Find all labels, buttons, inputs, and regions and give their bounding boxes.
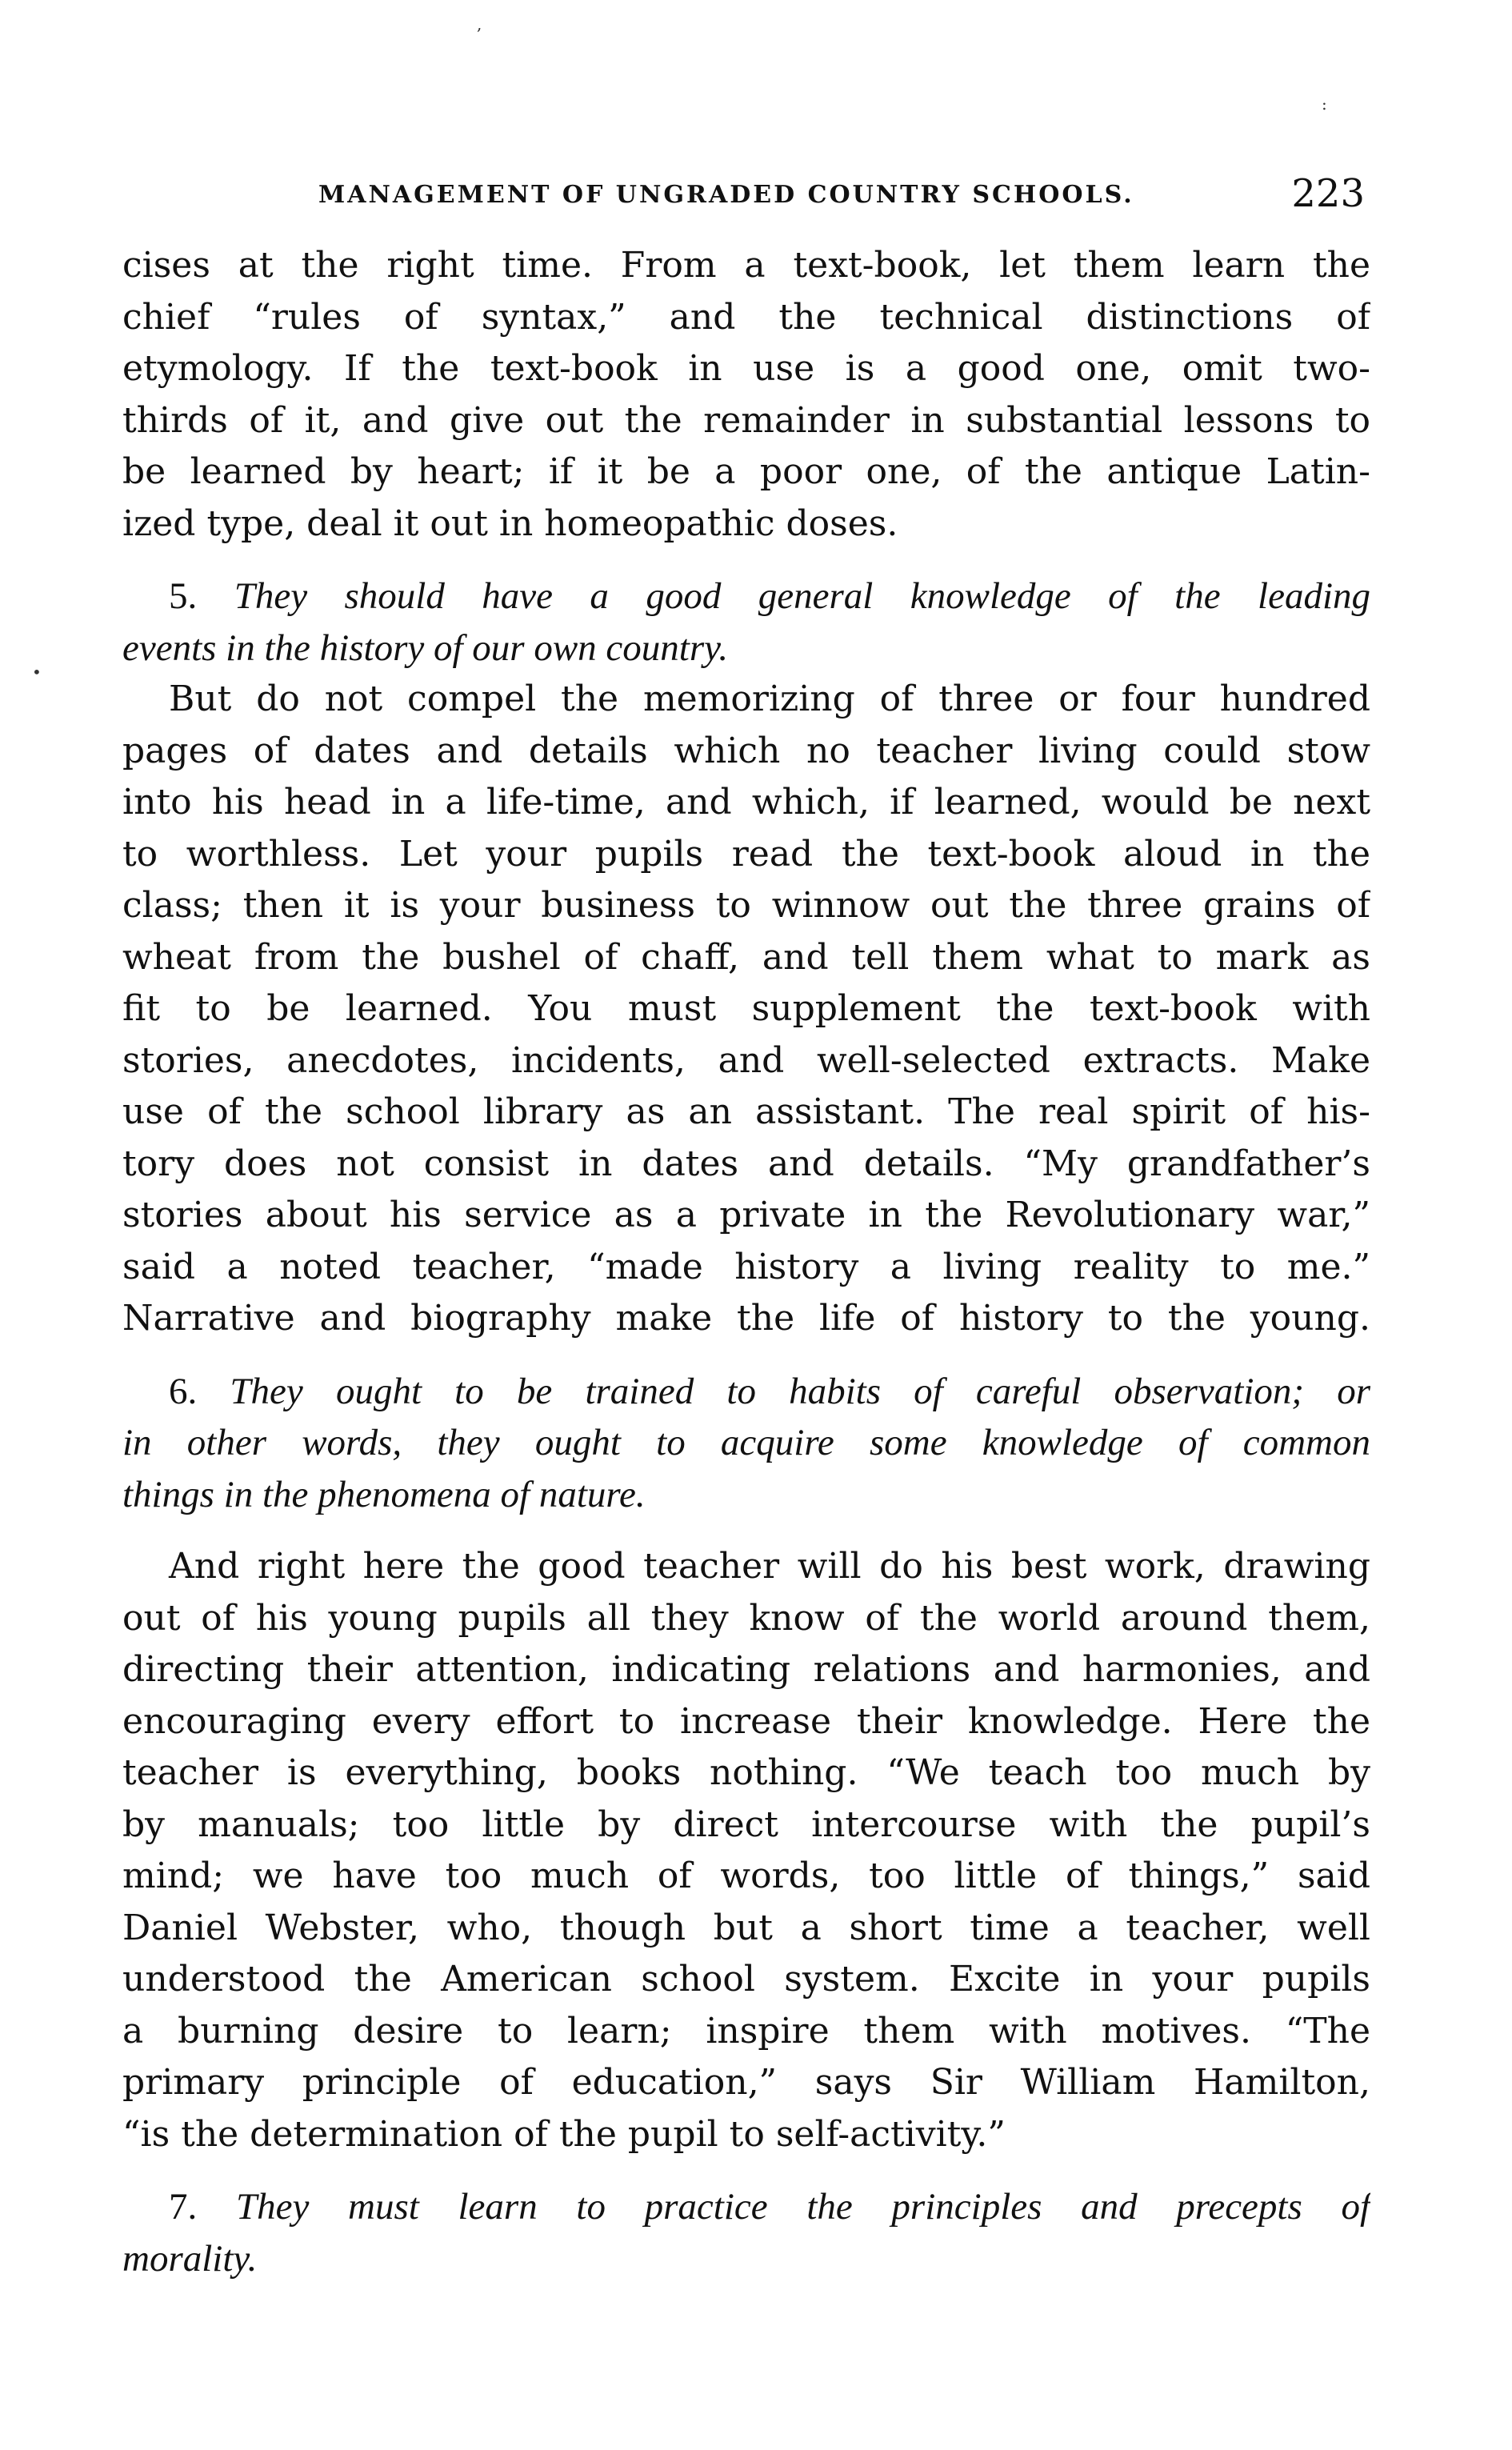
paragraph-history [122,674,1370,1345]
heading-text: They must learn to practice the principles and precepts of [235,2186,1370,2228]
heading-line [122,1366,1370,1418]
text-line: etymology. If the text-book in use is a good one, omit two- [122,348,1370,389]
section-heading-5 [122,570,1370,674]
paragraph-observation [122,1541,1370,2160]
scan-speck: • [32,663,42,682]
text-line: tory does not consist in dates and details. “My grandfather’s [122,1143,1370,1184]
heading-line: in other words, they ought to acquire some knowledge of common [122,1422,1370,1463]
section-heading-7 [122,2181,1370,2284]
section-number: 6. [169,1370,198,1412]
text-line: ized type, deal it out in homeopathic doses. [122,502,898,544]
text-line: stories, anecdotes, incidents, and well-selected extracts. Make [122,1039,1370,1081]
text-line: be learned by heart; if it be a poor one, of the antique Latin- [122,451,1370,492]
text-line: stories about his service as a private in the Revolutionary war,” [122,1195,1370,1235]
text-line: thirds of it, and give out the remainder in substantial lessons to [122,399,1370,441]
section-number: 7. [169,2186,198,2228]
text-line: out of his young pupils all they know of the world around them, [122,1597,1370,1639]
heading-text: They should have a good general knowledge of the leading [234,575,1370,617]
text-line: use of the school library as an assistant. The real spirit of his- [122,1091,1370,1132]
text-line: But do not compel the memorizing of three or four hundred [169,679,1370,719]
text-line: pages of dates and details which no teacher living could stow [122,730,1370,771]
heading-line: events in the history of our own country. [122,627,729,669]
scan-speck: , [477,14,482,34]
text-line: Narrative and biography make the life of history to the young. [122,1298,1370,1339]
running-head: MANAGEMENT OF UNGRADED COUNTRY SCHOOLS. [318,181,1134,209]
text-line: a burning desire to learn; inspire them with motives. “The [122,2010,1370,2052]
text-line: wheat from the bushel of chaff, and tell them what to mark as [122,936,1370,978]
text-line: by manuals; too little by direct intercourse with the pupil’s [122,1803,1370,1845]
section-heading-6 [122,1366,1370,1521]
text-line: Daniel Webster, who, though but a short time a teacher, well [122,1907,1370,1948]
text-line: cises at the right time. From a text-book, let them learn the [122,245,1370,286]
text-line: “is the determination of the pupil to self-activity.” [122,2113,1006,2155]
text-line: chief “rules of syntax,” and the technical distinctions of [122,296,1370,338]
page-header [318,171,1376,219]
text-line: encouraging every effort to increase their knowledge. Here the [122,1700,1370,1742]
text-line: primary principle of education,” says Sir William Hamilton, [122,2062,1370,2103]
heading-line [122,2181,1370,2233]
text-line: And right here the good teacher will do his best work, drawing [169,1546,1370,1587]
text-line: class; then it is your business to winnow out the three grains of [122,885,1370,926]
text-line: fit to be learned. You must supplement the text-book with [122,988,1370,1029]
text-line: said a noted teacher, “made history a living reality to me.” [122,1246,1370,1287]
heading-line: things in the phenomena of nature. [122,1473,646,1515]
heading-line [122,570,1370,623]
heading-text: They ought to be trained to habits of careful observation; or [230,1370,1370,1412]
text-line: mind; we have too much of words, too little of things,” said [122,1856,1370,1896]
page-body [122,240,1370,2284]
text-line: into his head in a life-time, and which, if learned, would be next [122,782,1370,823]
scan-speck: : [1322,94,1327,114]
section-number: 5. [169,575,198,617]
text-line: directing their attention, indicating relations and harmonies, and [122,1649,1370,1690]
text-line: understood the American school system. Excite in your pupils [122,1959,1370,2000]
text-line: teacher is everything, books nothing. “We teach too much by [122,1752,1370,1793]
text-line: to worthless. Let your pupils read the text-book aloud in the [122,833,1370,875]
heading-line: morality. [122,2237,258,2280]
paragraph-syntax-etymology [122,240,1370,550]
page-number: 223 [1291,171,1365,216]
